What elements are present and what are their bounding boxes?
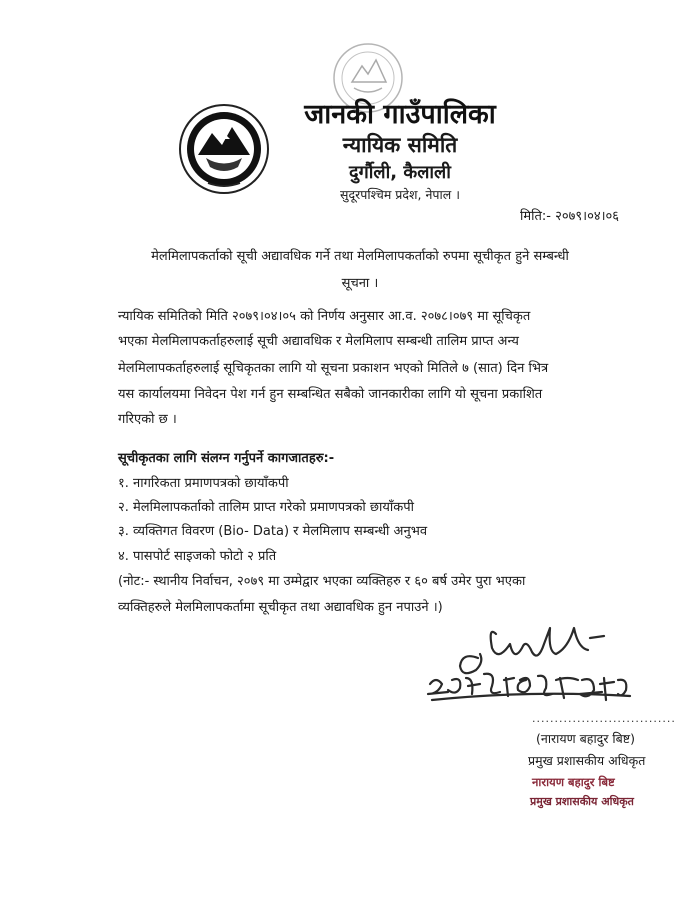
signatory-name: (नारायण बहादुर बिष्ट) xyxy=(536,731,635,746)
subject-line: सूचना । xyxy=(341,276,379,291)
stamp-name: नारायण बहादुर बिष्ट xyxy=(532,775,615,789)
stamp-title: प्रमुख प्रशासकीय अधिकृत xyxy=(530,795,634,808)
note-line: (नोट:- स्थानीय निर्वाचन, २०७९ मा उम्मेद्वार भएका व्यक्तिहरु र ६० बर्ष उमेर पुरा भएका xyxy=(118,574,526,589)
body-line: भएका मेलमिलापकर्ताहरुलाई सूची अद्यावधिक र मेलमिलाप सम्बन्धी तालिम प्राप्त अन्य xyxy=(118,334,519,349)
notice-date: मिति:- २०७९।०४।०६ xyxy=(520,209,620,224)
body-line: यस कार्यालयमा निवेदन पेश गर्न हुन सम्बन्धित सबैको जानकारीका लागि यो सूचना प्रकाशित xyxy=(118,387,543,402)
signature-line: ................................ xyxy=(532,712,676,725)
subject-line: मेलमिलापकर्ताको सूची अद्यावधिक गर्ने तथा मेलमिलापकर्ताको रुपमा सूचीकृत हुने सम्बन्धी xyxy=(151,249,569,264)
municipality-name: जानकी गाउँपालिका xyxy=(304,99,496,130)
committee-name: न्यायिक समिति xyxy=(342,133,458,157)
signatory-title: प्रमुख प्रशासकीय अधिकृत xyxy=(528,753,646,768)
requirement-item: १. नागरिकता प्रमाणपत्रको छायाँकपी xyxy=(118,476,289,491)
note-line: व्यक्तिहरुले मेलमिलापकर्तामा सूचीकृत तथा अद्यावधिक हुन नपाउने ।) xyxy=(118,600,443,615)
requirement-item: ४. पासपोर्ट साइजको फोटो २ प्रति xyxy=(118,549,277,564)
body-line: न्यायिक समितिको मिति २०७९।०४।०५ को निर्णय अनुसार आ.व. २०७८।०७९ मा सूचिकृत xyxy=(118,309,531,324)
location: दुर्गौली, कैलाली xyxy=(349,162,451,183)
body-line: मेलमिलापकर्ताहरुलाई सूचिकृतका लागि यो सूचना प्रकाशन भएको मितिले ७ (सात) दिन भित्र xyxy=(118,361,549,376)
province: सुदूरपश्चिम प्रदेश, नेपाल । xyxy=(340,187,460,202)
body-line: गरिएको छ । xyxy=(118,412,177,427)
requirements-heading: सूचीकृतका लागि संलग्न गर्नुपर्ने कागजातहरु:- xyxy=(118,451,335,466)
handwritten-signature xyxy=(418,608,650,713)
requirement-item: २. मेलमिलापकर्ताको तालिम प्राप्त गरेको प्रमाणपत्रको छायाँकपी xyxy=(118,500,414,515)
requirement-item: ३. व्यक्तिगत विवरण (Bio- Data) र मेलमिलाप सम्बन्धी अनुभव xyxy=(118,524,428,539)
